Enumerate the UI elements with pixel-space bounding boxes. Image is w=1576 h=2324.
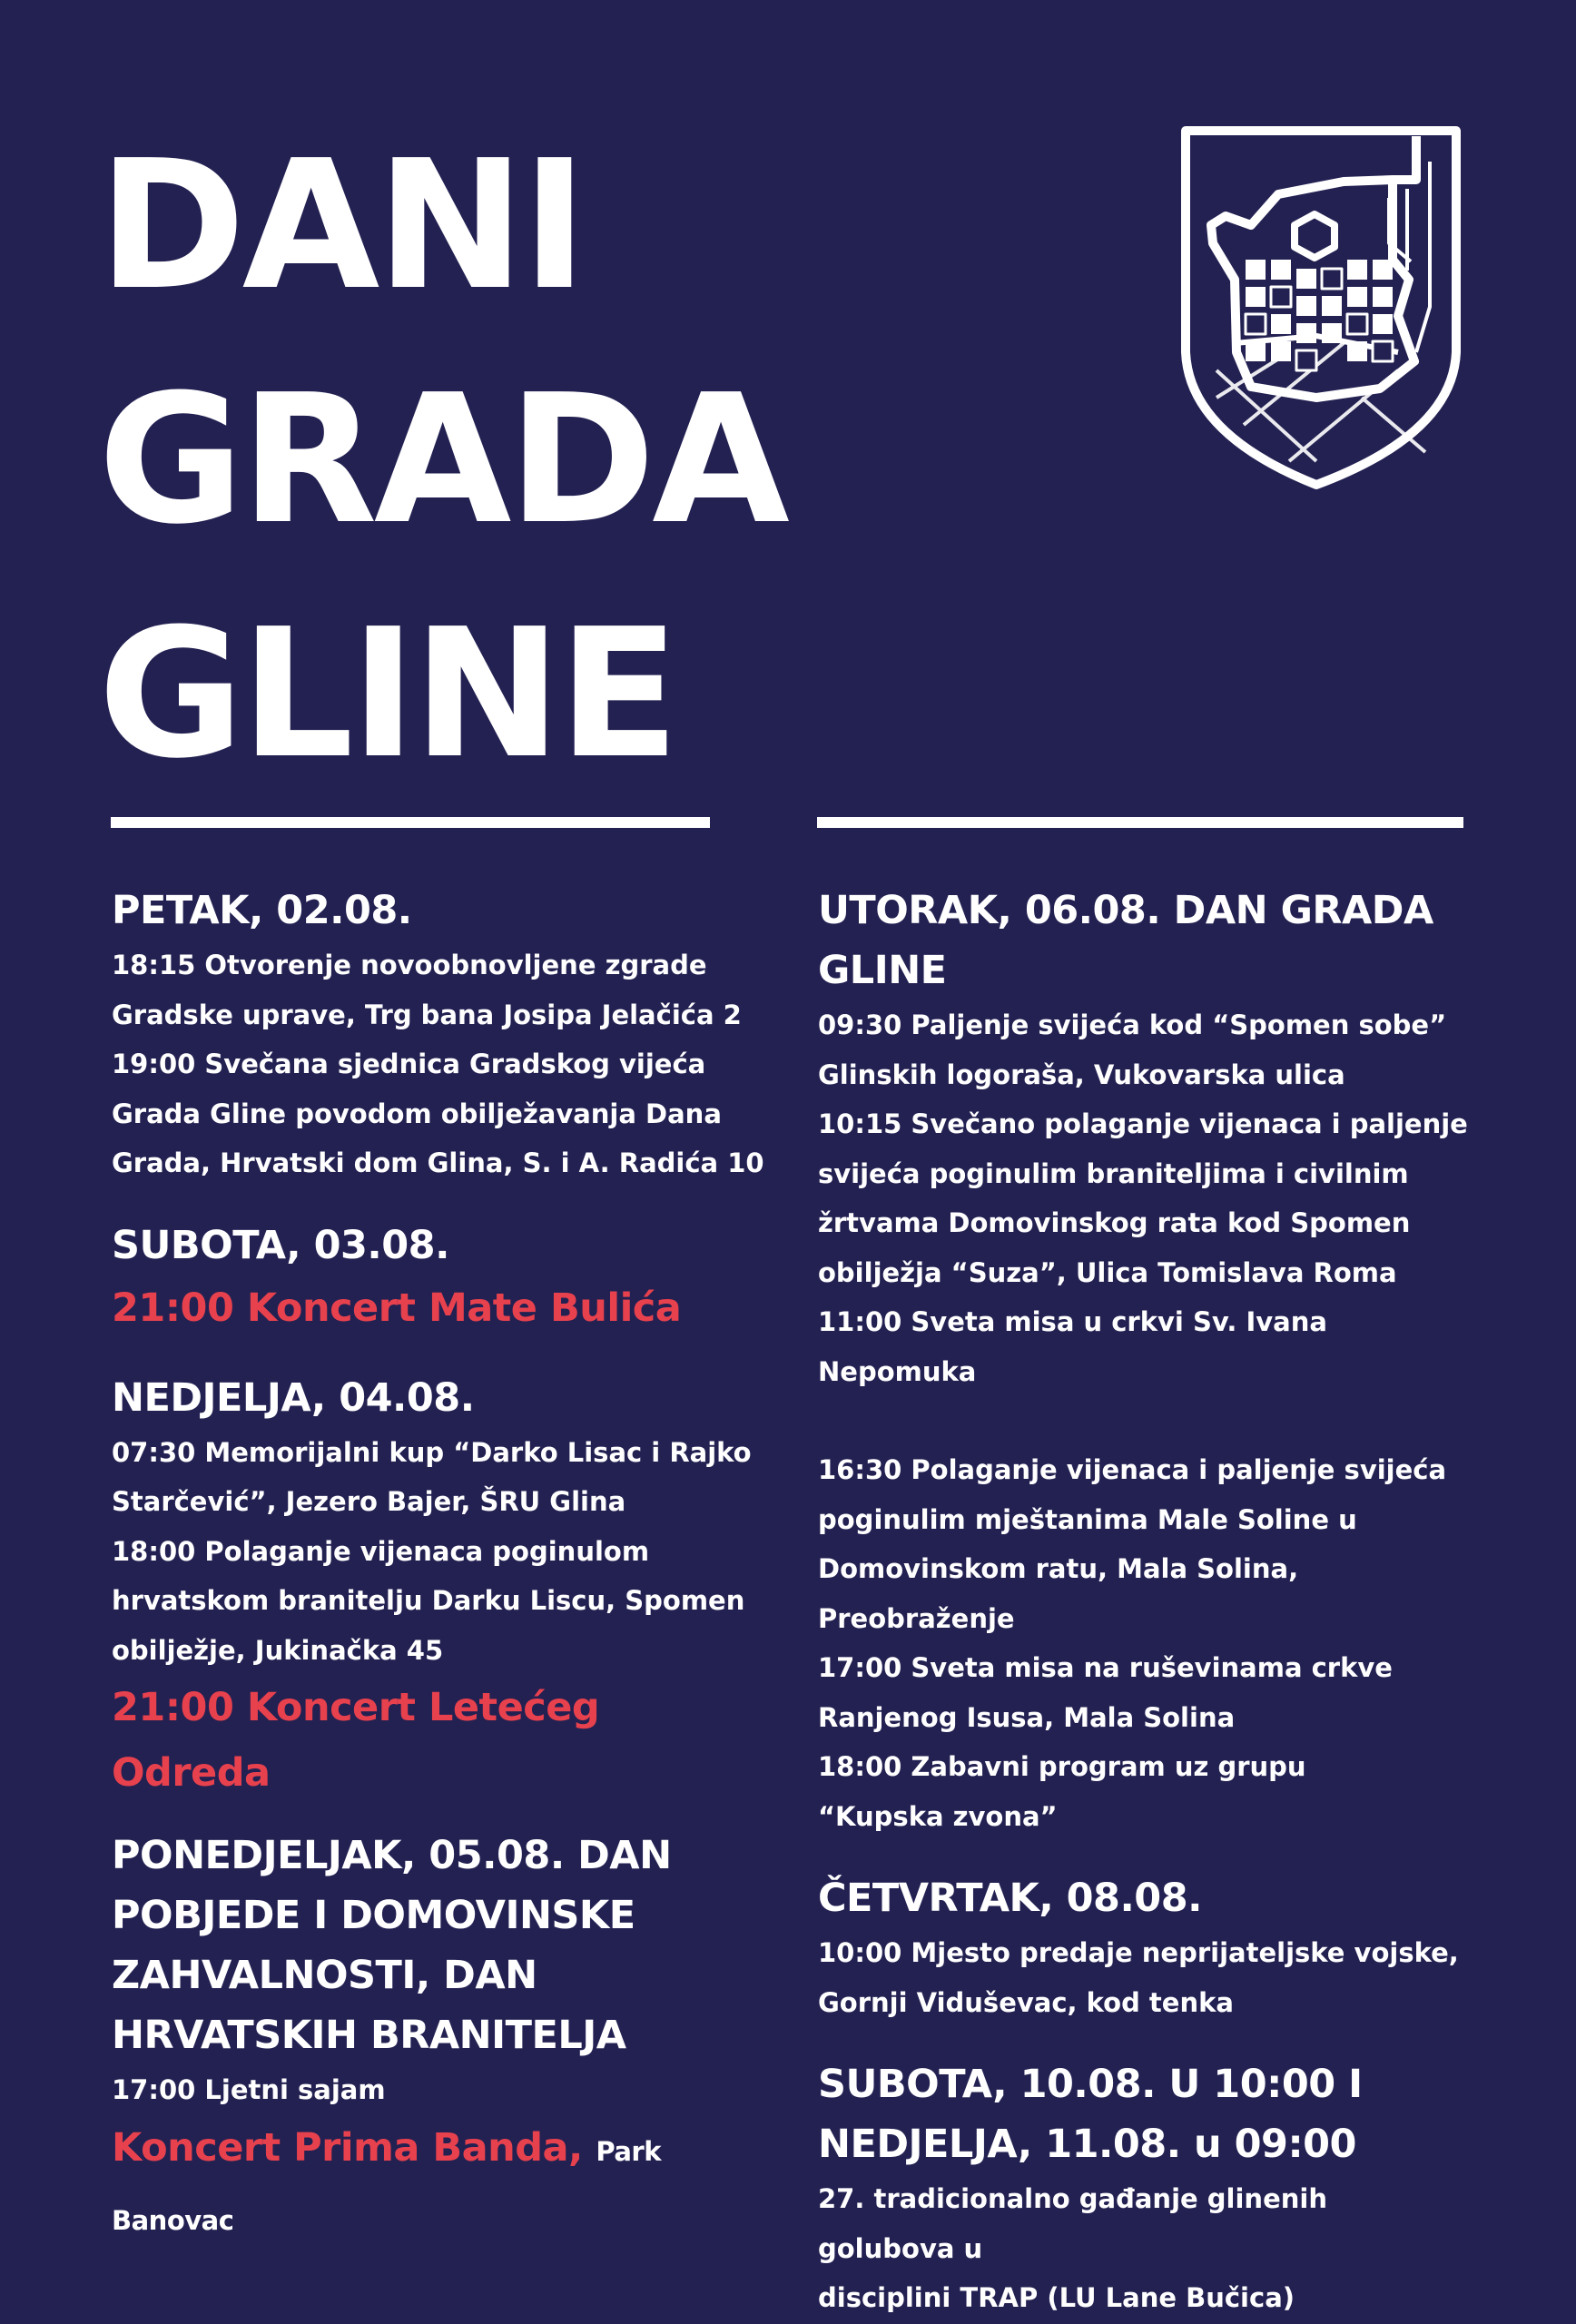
schedule-left-column xyxy=(112,881,765,2253)
event-line: Grada, Hrvatski dom Glina, S. i A. Radića 10 xyxy=(112,1147,764,1178)
divider-right xyxy=(817,817,1463,828)
event-line: 07:30 Memorijalni kup “Darko Lisac i Rajko xyxy=(112,1436,752,1468)
event-line: obilježje, Jukinačka 45 xyxy=(112,1634,444,1666)
concert-location: Park Banovac xyxy=(112,2135,662,2236)
day-heading-subota: SUBOTA, 03.08. xyxy=(112,1222,449,1268)
event-line: Glinskih logoraša, Vukovarska ulica xyxy=(818,1059,1345,1090)
event-line: 16:30 Polaganje vijenaca i paljenje svijeća xyxy=(818,1454,1447,1485)
day-heading-cetvrtak: ČETVRTAK, 08.08. xyxy=(818,1876,1202,1921)
day-heading-vikend: SUBOTA, 10.08. U 10:00 I xyxy=(818,2062,1363,2107)
event-line: 17:00 Sveta misa na ruševinama crkve xyxy=(818,1652,1393,1683)
event-line: hrvatskom branitelju Darku Liscu, Spomen xyxy=(112,1585,745,1616)
title-line-1: DANI xyxy=(98,123,585,330)
day-heading-utorak: GLINE xyxy=(818,948,947,993)
event-line: 11:00 Sveta misa u crkvi Sv. Ivana Nepomuka xyxy=(818,1306,1327,1387)
event-line: žrtvama Domovinskog rata kod Spomen xyxy=(818,1207,1411,1238)
event-line: Gornji Viduševac, kod tenka xyxy=(818,1986,1234,2018)
event-line: 10:15 Svečano polaganje vijenaca i paljenje xyxy=(818,1108,1468,1139)
event-line: svijeća poginulim braniteljima i civilnim xyxy=(818,1157,1409,1189)
day-heading-vikend: NEDJELJA, 11.08. u 09:00 xyxy=(818,2122,1356,2167)
title-line-2: GRADA xyxy=(98,357,786,564)
day-heading-ponedjeljak: PONEDJELJAK, 05.08. DAN xyxy=(112,1833,672,1878)
concert-highlight: 21:00 Koncert Letećeg Odreda xyxy=(112,1685,600,1796)
event-line: 10:00 Mjesto predaje neprijateljske vojske, xyxy=(818,1937,1459,1968)
event-line: Gradske uprave, Trg bana Josipa Jelačića 2 xyxy=(112,999,742,1030)
event-line: 18:00 Zabavni program uz grupu xyxy=(818,1751,1306,1782)
coat-of-arms-icon xyxy=(1180,125,1462,493)
event-line: 27. tradicionalno gađanje glinenih golubova u xyxy=(818,2183,1327,2264)
concert-highlight-line xyxy=(112,2115,765,2253)
divider-left xyxy=(111,817,710,828)
day-heading-ponedjeljak: HRVATSKIH BRANITELJA xyxy=(112,2013,626,2058)
day-heading-ponedjeljak: POBJEDE I DOMOVINSKE xyxy=(112,1893,635,1938)
concert-highlight: Koncert Prima Banda, xyxy=(112,2124,583,2171)
concert-highlight: 21:00 Koncert Mate Bulića xyxy=(112,1285,682,1331)
event-line: 09:30 Paljenje svijeća kod “Spomen sobe” xyxy=(818,1009,1447,1040)
poster-title xyxy=(98,109,786,812)
event-line: obilježja “Suza”, Ulica Tomislava Roma xyxy=(818,1256,1397,1288)
day-heading-ponedjeljak: ZAHVALNOSTI, DAN xyxy=(112,1953,537,1998)
event-line: Starčević”, Jezero Bajer, ŠRU Glina xyxy=(112,1486,626,1517)
event-line: 18:15 Otvorenje novoobnovljene zgrade xyxy=(112,950,707,980)
day-heading-utorak: UTORAK, 06.08. DAN GRADA xyxy=(818,888,1433,933)
day-heading-petak: PETAK, 02.08. xyxy=(112,888,412,933)
event-line: Ranjenog Isusa, Mala Solina xyxy=(818,1701,1236,1733)
event-line: 18:00 Polaganje vijenaca poginulom xyxy=(112,1535,650,1567)
event-line: 17:00 Ljetni sajam xyxy=(112,2074,386,2105)
event-line: disciplini TRAP (LU Lane Bučica) xyxy=(818,2282,1295,2313)
day-heading-nedjelja: NEDJELJA, 04.08. xyxy=(112,1374,475,1421)
event-line: poginulim mještanima Male Soline u xyxy=(818,1503,1357,1535)
event-line: Grada Gline povodom obilježavanja Dana xyxy=(112,1098,722,1129)
event-line: 19:00 Svečana sjednica Gradskog vijeća xyxy=(112,1049,706,1079)
schedule-right-column xyxy=(818,881,1472,2323)
title-line-3: GLINE xyxy=(98,591,676,798)
event-line: “Kupska zvona” xyxy=(818,1800,1058,1832)
event-line: Domovinskom ratu, Mala Solina, Preobraženje xyxy=(818,1553,1299,1634)
